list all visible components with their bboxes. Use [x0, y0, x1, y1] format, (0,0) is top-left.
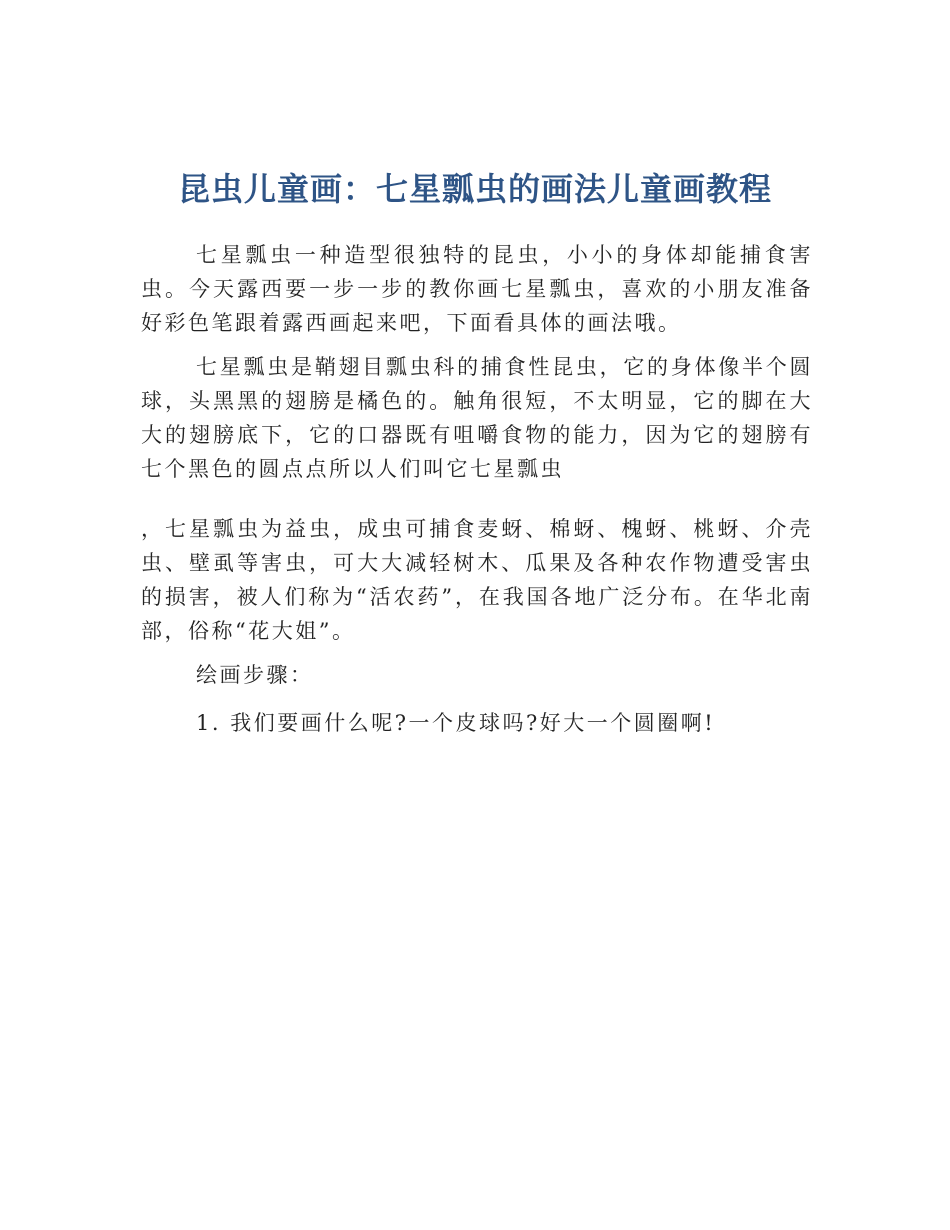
document-title: 昆虫儿童画：七星瓢虫的画法儿童画教程 [177, 170, 772, 209]
steps-heading: 绘画步骤： [196, 663, 314, 687]
intro-paragraph: 七星瓢虫一种造型很独特的昆虫，小小的身体却能捕食害虫。今天露西要一步一步的教你画七星瓢虫，喜欢的小朋友准备好彩色笔跟着露西画起来吧，下面看具体的画法哦。 [141, 243, 813, 335]
description-paragraph: 七星瓢虫是鞘翅目瓢虫科的捕食性昆虫，它的身体像半个圆球，头黑黑的翅膀是橘色的。触角很短，不太明显，它的脚在大大的翅膀底下，它的口器既有咀嚼食物的能力，因为它的翅膀有七个黑色的圆点点所以人们叫它七星瓢虫 [141, 355, 813, 481]
step-1-text: 1. 我们要画什么呢?一个皮球吗?好大一个圆圈啊! [196, 711, 716, 735]
benefit-paragraph: ，七星瓢虫为益虫，成虫可捕食麦蚜、棉蚜、槐蚜、桃蚜、介壳虫、壁虱等害虫，可大大减轻树木、瓜果及各种农作物遭受害虫的损害，被人们称为“活农药”，在我国各地广泛分布。在华北南部，俗称“花大姐”。 [141, 517, 813, 643]
